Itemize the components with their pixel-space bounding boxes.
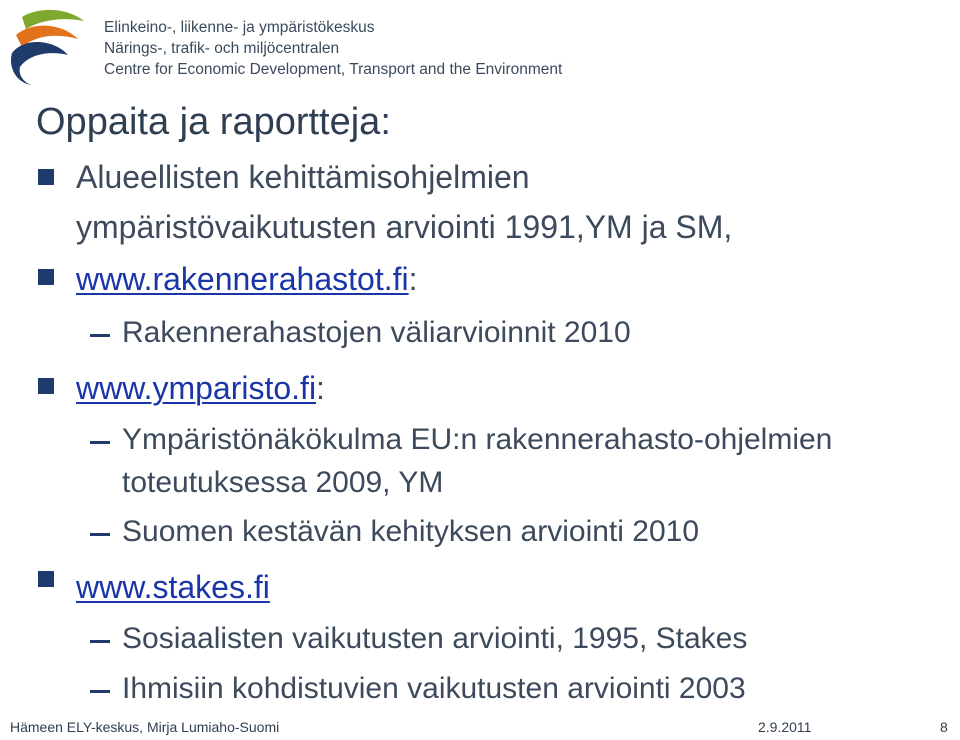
link-ymparisto[interactable]: www.ymparisto.fi [76, 370, 317, 406]
org-name-english: Centre for Economic Development, Transport and the Environment [104, 61, 563, 78]
sub-bullet-dash [90, 533, 110, 536]
footer-date: 2.9.2011 [758, 719, 812, 735]
organization-names [104, 17, 562, 80]
item2-colon: : [408, 261, 418, 297]
bullet-square [38, 169, 54, 185]
item3-sub2: Suomen kestävän kehityksen arviointi 2010 [122, 515, 700, 548]
sub-bullet-dash [90, 690, 110, 693]
org-name-finnish: Elinkeino-, liikenne- ja ympäristökeskus [104, 19, 375, 36]
link-rakennerahastot[interactable]: www.rakennerahastot.fi [76, 261, 409, 297]
item2-line [76, 257, 418, 301]
item3-line [76, 366, 325, 410]
item1-line2: ympäristövaikutusten arviointi 1991,YM ja SM, [76, 209, 733, 245]
item3-sub1-line1: Ympäristönäkökulma EU:n rakennerahasto-ohjelmien [122, 423, 833, 456]
item2-sub1: Rakennerahastojen väliarvioinnit 2010 [122, 316, 631, 349]
sub-bullet-dash [90, 334, 110, 337]
footer-page-number: 8 [940, 719, 948, 735]
item4-sub2: Ihmisiin kohdistuvien vaikutusten arviointi 2003 [122, 672, 746, 705]
sub-bullet-dash [90, 640, 110, 643]
org-name-swedish: Närings-, trafik- och miljöcentralen [104, 40, 340, 57]
item3-sub1-line2: toteutuksessa 2009, YM [122, 466, 444, 499]
item4-sub1: Sosiaalisten vaikutusten arviointi, 1995, Stakes [122, 622, 748, 655]
sub-bullet-dash [90, 441, 110, 444]
slide-header [8, 5, 568, 85]
ely-logo [8, 5, 90, 85]
item3-colon: : [316, 370, 325, 406]
logo-green-leaf [22, 10, 84, 29]
bullet-square [38, 571, 54, 587]
item1-line1: Alueellisten kehittämisohjelmien [76, 159, 530, 195]
bullet-square [38, 378, 54, 394]
logo-blue-leaf [11, 42, 68, 85]
link-stakes[interactable]: www.stakes.fi [76, 569, 270, 605]
slide-title: Oppaita ja raportteja: [36, 101, 391, 143]
bullet-square [38, 269, 54, 285]
item4-line [76, 565, 270, 609]
footer-author: Hämeen ELY-keskus, Mirja Lumiaho-Suomi [10, 719, 280, 735]
